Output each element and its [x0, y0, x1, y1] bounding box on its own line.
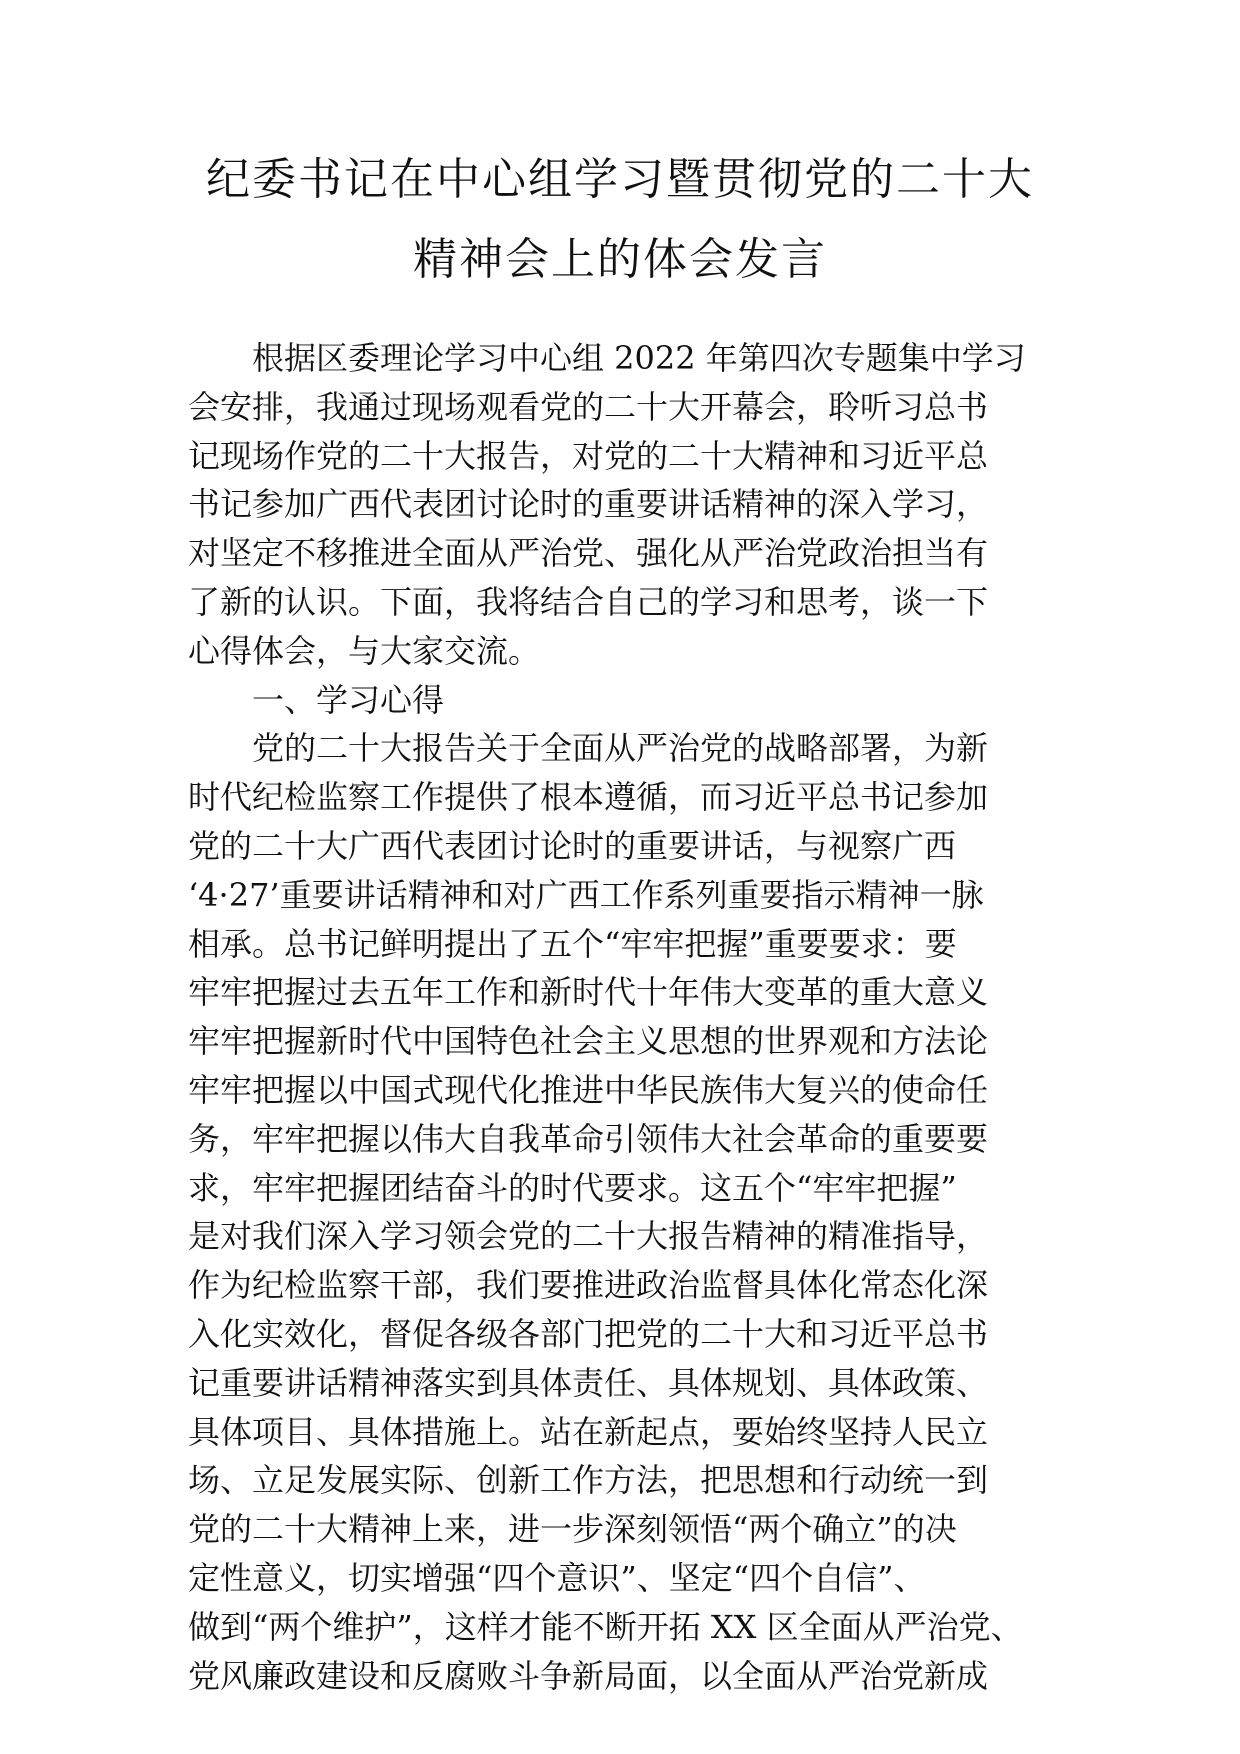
paragraph-line: 时代纪检监察工作提供了根本遵循，而习近平总书记参加 — [188, 778, 989, 817]
paragraph-line: 记现场作党的二十大报告，对党的二十大精神和习近平总 — [188, 436, 989, 475]
paragraph-line: 书记参加广西代表团讨论时的重要讲话精神的深入学习， — [188, 485, 989, 524]
paragraph-line: 入化实效化，督促各级各部门把党的二十大和习近平总书 — [188, 1314, 989, 1353]
document-title-line-1: 纪委书记在中心组学习暨贯彻党的二十大 — [206, 154, 1034, 205]
paragraph-line: 牢牢把握过去五年工作和新时代十年伟大变革的重大意义 — [188, 973, 989, 1012]
paragraph-line: 记重要讲话精神落实到具体责任、具体规划、具体政策、 — [188, 1363, 989, 1402]
paragraph-line: 党风廉政建设和反腐败斗争新局面，以全面从严治党新成 — [188, 1656, 989, 1695]
paragraph-line: 场、立足发展实际、创新工作方法，把思想和行动统一到 — [188, 1461, 989, 1500]
paragraph-line: 牢牢把握新时代中国特色社会主义思想的世界观和方法论 — [188, 1022, 989, 1061]
paragraph-line: 党的二十大精神上来，进一步深刻领悟“两个确立”的决 — [188, 1510, 957, 1549]
section-heading: 一、学习心得 — [252, 680, 445, 719]
document-body — [188, 334, 1058, 1700]
paragraph-line: 会安排，我通过现场观看党的二十大开幕会，聆听习总书 — [188, 387, 989, 426]
paragraph-line: 牢牢把握以中国式现代化推进中华民族伟大复兴的使命任 — [188, 1070, 989, 1109]
paragraph-line: 党的二十大广西代表团讨论时的重要讲话，与视察广西 — [188, 826, 957, 865]
paragraph-line: 根据区委理论学习中心组 2022 年第四次专题集中学习 — [252, 339, 1026, 377]
document-title-line-2: 精神会上的体会发言 — [413, 234, 827, 285]
paragraph-line: 了新的认识。下面，我将结合自己的学习和思考，谈一下 — [188, 582, 989, 621]
paragraph-line: 定性意义，切实增强“四个意识”、坚定“四个自信”、 — [188, 1558, 926, 1597]
paragraph-line: 心得体会，与大家交流。 — [188, 631, 541, 670]
paragraph-line: 党的二十大报告关于全面从严治党的战略部署，为新 — [252, 729, 989, 768]
paragraph-line: 相承。总书记鲜明提出了五个“牢牢把握”重要要求：要 — [188, 924, 957, 963]
paragraph-line: 对坚定不移推进全面从严治党、强化从严治党政治担当有 — [188, 534, 989, 573]
paragraph-line: 具体项目、具体措施上。站在新起点，要始终坚持人民立 — [188, 1412, 989, 1451]
paragraph-line: ‘4·27’重要讲话精神和对广西工作系列重要指示精神一脉 — [188, 875, 984, 914]
paragraph-line: 作为纪检监察干部，我们要推进政治监督具体化常态化深 — [188, 1266, 989, 1305]
paragraph-line: 做到“两个维护”，这样才能不断开拓 XX 区全面从严治党、 — [188, 1607, 1023, 1646]
paragraph-line: 求，牢牢把握团结奋斗的时代要求。这五个“牢牢把握” — [188, 1168, 957, 1207]
paragraph-line: 是对我们深入学习领会党的二十大报告精神的精准指导， — [188, 1217, 989, 1256]
paragraph-line: 务，牢牢把握以伟大自我革命引领伟大社会革命的重要要 — [188, 1119, 989, 1158]
